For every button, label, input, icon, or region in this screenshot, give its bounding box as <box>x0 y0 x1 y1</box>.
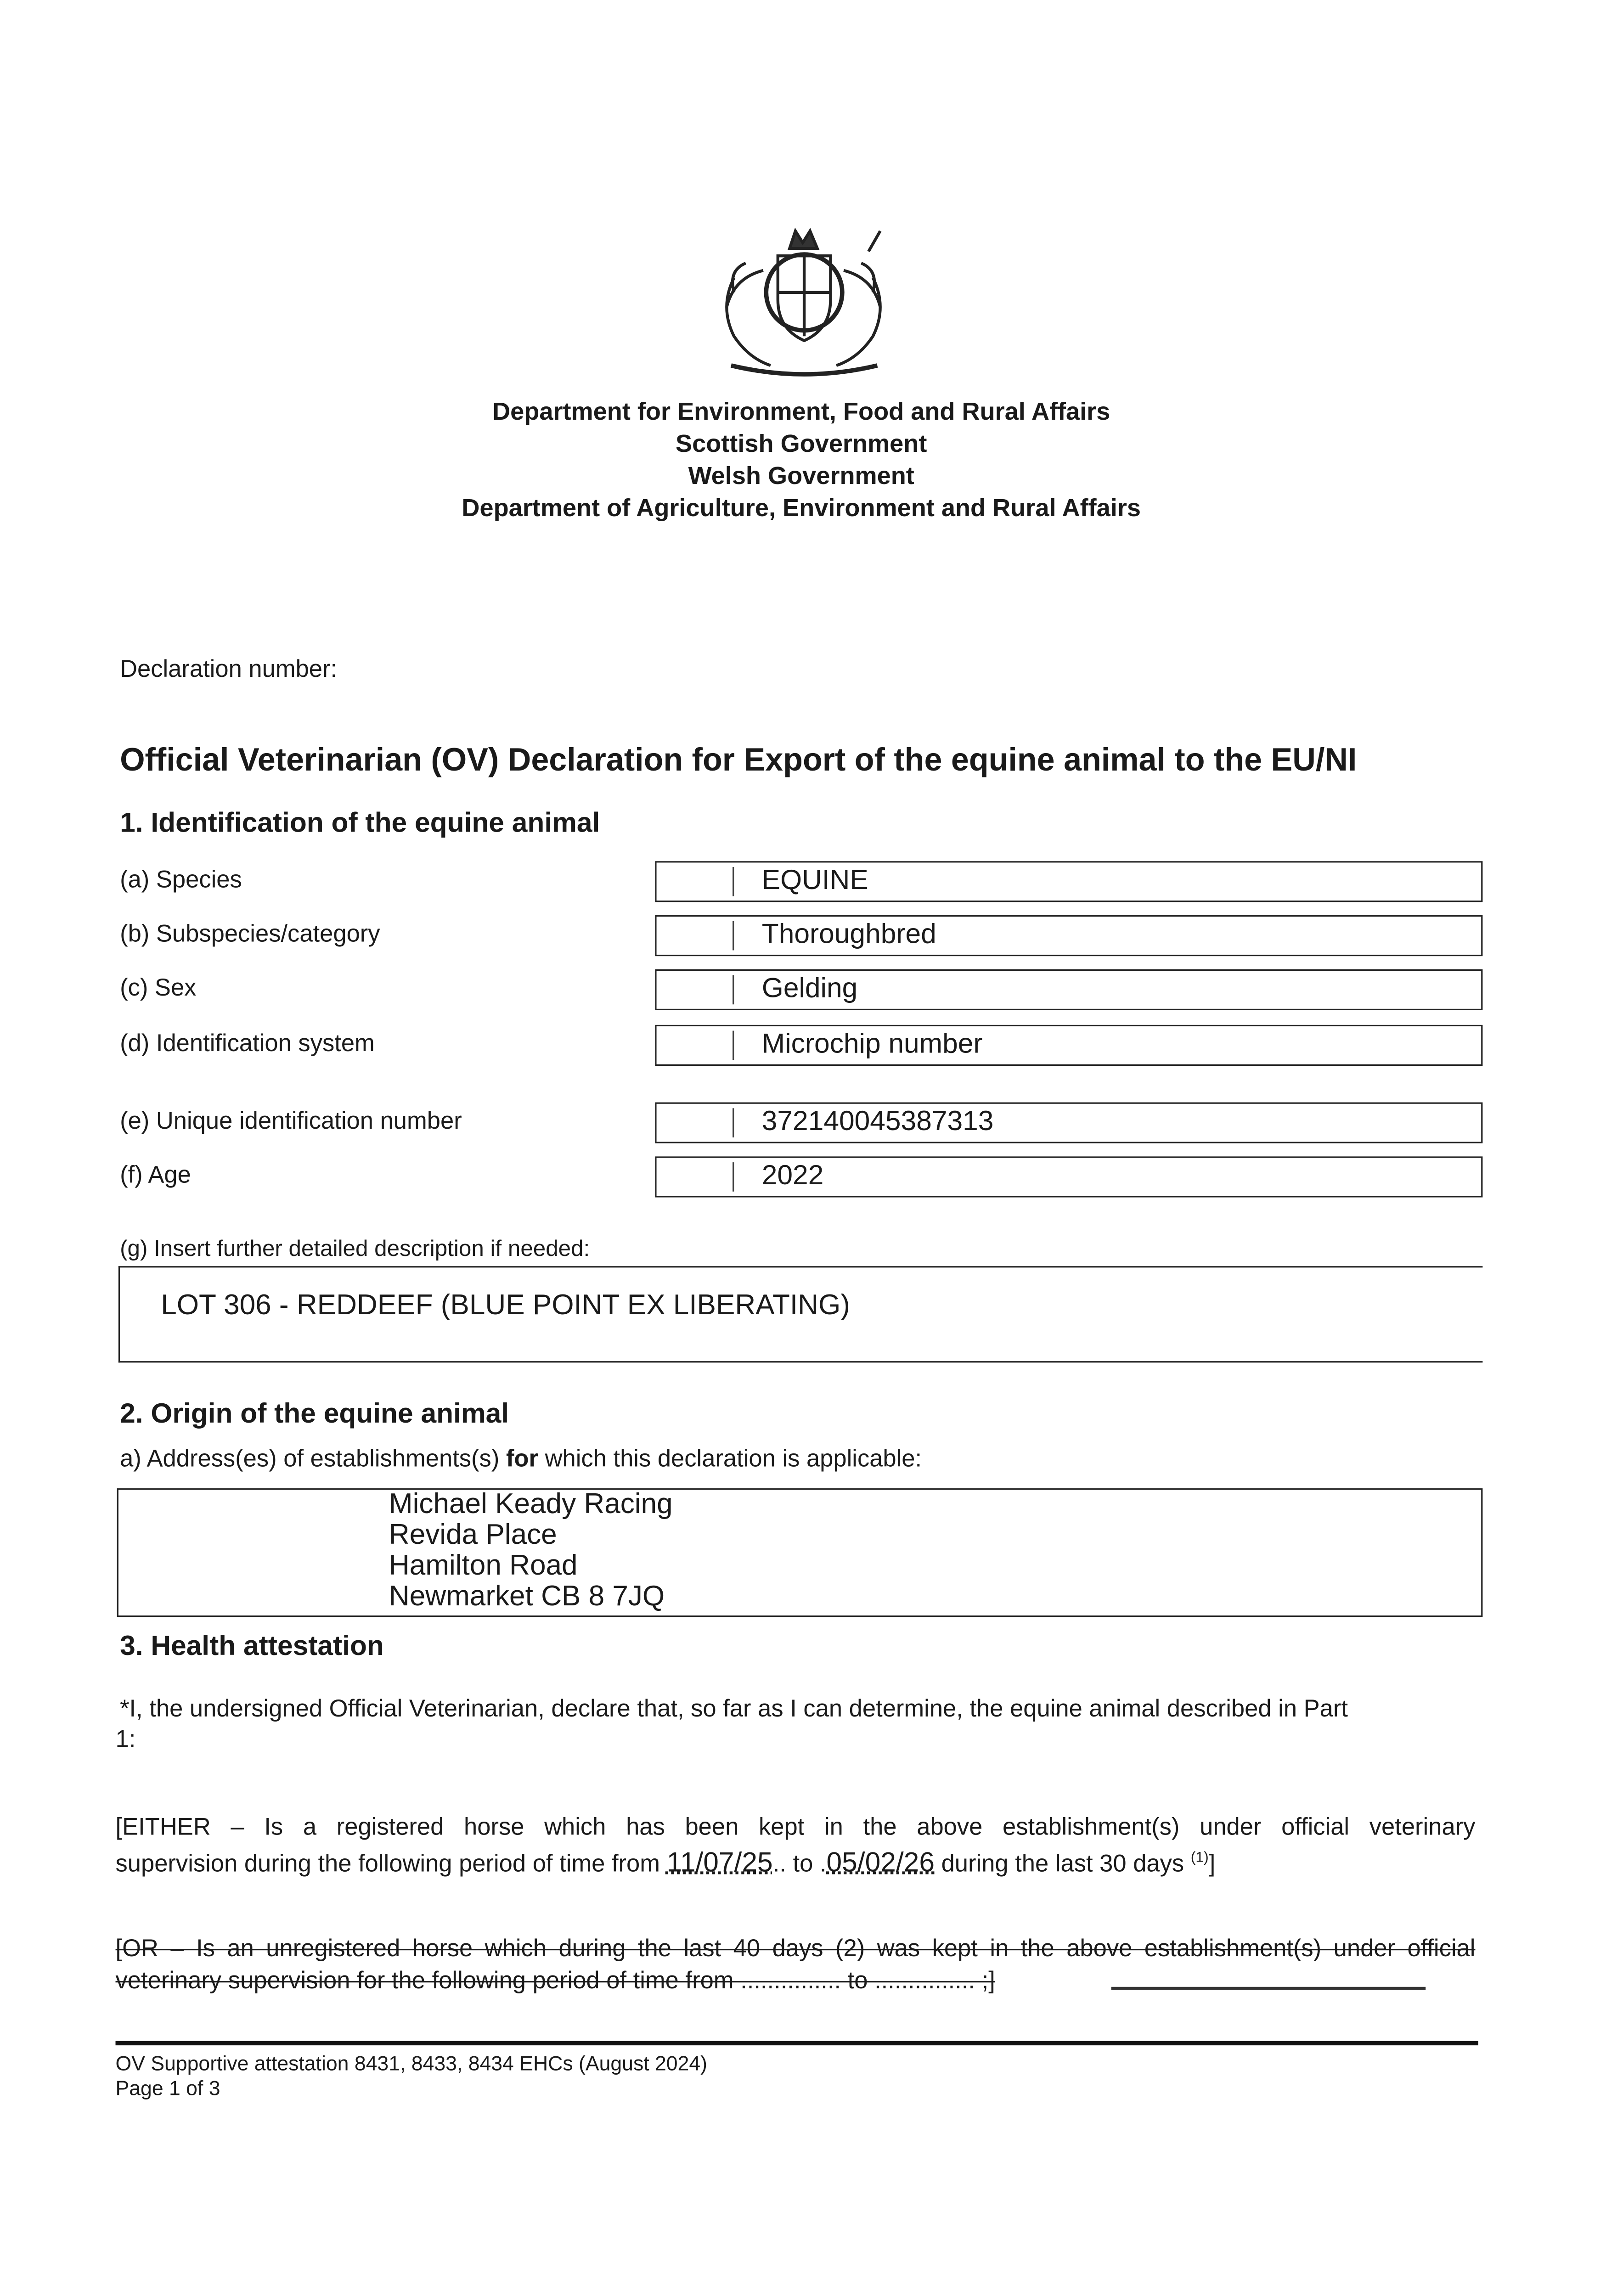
species-value: EQUINE <box>761 865 868 896</box>
address-label-text: a) Address(es) of establishments(s) <box>120 1446 506 1473</box>
footer-divider <box>116 2041 1478 2046</box>
address-box <box>117 1488 1483 1617</box>
address-line: Newmarket CB 8 7JQ <box>389 1580 665 1613</box>
footer-form-id: OV Supportive attestation 8431, 8433, 8434 EHCs (August 2024) <box>115 2051 708 2075</box>
species-field <box>655 861 1482 902</box>
either-clause-cont <box>116 1848 1216 1880</box>
sex-value: Gelding <box>761 974 858 1005</box>
address-line: Revida Place <box>389 1519 557 1552</box>
footnote-ref: (1) <box>1190 1850 1209 1867</box>
department-line: Scottish Government <box>676 430 927 458</box>
address-label-text: which this declaration is applicable: <box>538 1446 922 1473</box>
or-clause-struck: [OR – Is an unregistered horse which during the last 40 days (2) was kept in the above establishment(s) under official <box>115 1936 1476 1962</box>
either-text: during the last 30 days <box>934 1851 1191 1877</box>
further-description-value: LOT 306 - REDDEEF (BLUE POINT EX LIBERATING) <box>161 1289 850 1322</box>
further-description-box <box>118 1266 1482 1362</box>
address-lines <box>389 1490 673 1612</box>
subspecies-field <box>655 915 1482 956</box>
or-clause-struck-cont: veterinary supervision for the following period of time from ............... to ............... ;] <box>115 1968 995 1994</box>
address-line: Hamilton Road <box>389 1549 578 1582</box>
page-number: Page 1 of 3 <box>115 2076 220 2099</box>
from-date: 11/07/25 <box>666 1848 773 1879</box>
to-date: 05/02/26 <box>826 1848 935 1879</box>
uid-label: (e) Unique identification number <box>120 1108 462 1135</box>
further-description-label: (g) Insert further detailed description if needed: <box>120 1237 590 1262</box>
section-1-heading: 1. Identification of the equine animal <box>120 808 600 839</box>
address-line: Michael Keady Racing <box>389 1488 673 1521</box>
department-line: Department of Agriculture, Environment and Rural Affairs <box>462 494 1141 522</box>
sex-label: (c) Sex <box>120 975 197 1002</box>
either-clause: [EITHER – Is a registered horse which has been kept in the above establishment(s) under official veterinary <box>115 1814 1476 1841</box>
section-2-heading: 2. Origin of the equine animal <box>120 1399 509 1430</box>
attestation-intro: *I, the undersigned Official Veterinarian, declare that, so far as I can determine, the equine animal described in Part <box>120 1696 1348 1722</box>
id-system-field <box>655 1025 1482 1066</box>
royal-coat-of-arms-icon <box>705 219 902 388</box>
subspecies-label: (b) Subspecies/category <box>120 921 380 948</box>
address-label <box>120 1446 922 1474</box>
uid-field <box>655 1103 1482 1143</box>
age-label: (f) Age <box>120 1162 191 1189</box>
address-label-bold: for <box>506 1446 538 1473</box>
either-text: supervision during the following period of time from <box>115 1851 667 1877</box>
strike-line <box>1111 1987 1426 1989</box>
department-line: Welsh Government <box>688 462 914 490</box>
either-text: ] <box>1208 1851 1216 1877</box>
either-text: .. to . <box>772 1851 827 1877</box>
id-system-value: Microchip number <box>761 1029 983 1060</box>
species-label: (a) Species <box>120 867 242 894</box>
subspecies-value: Thoroughbred <box>761 919 936 951</box>
age-value: 2022 <box>761 1160 824 1192</box>
department-line: Department for Environment, Food and Rural Affairs <box>492 397 1110 426</box>
document-title: Official Veterinarian (OV) Declaration for Export of the equine animal to the EU/NI <box>120 741 1357 778</box>
uid-value: 372140045387313 <box>761 1107 994 1137</box>
sex-field <box>655 969 1482 1010</box>
declaration-number-label: Declaration number: <box>120 656 338 683</box>
attestation-intro-cont: 1: <box>115 1727 136 1753</box>
section-3-heading: 3. Health attestation <box>120 1632 384 1662</box>
id-system-label: (d) Identification system <box>120 1030 375 1057</box>
age-field <box>655 1156 1482 1197</box>
